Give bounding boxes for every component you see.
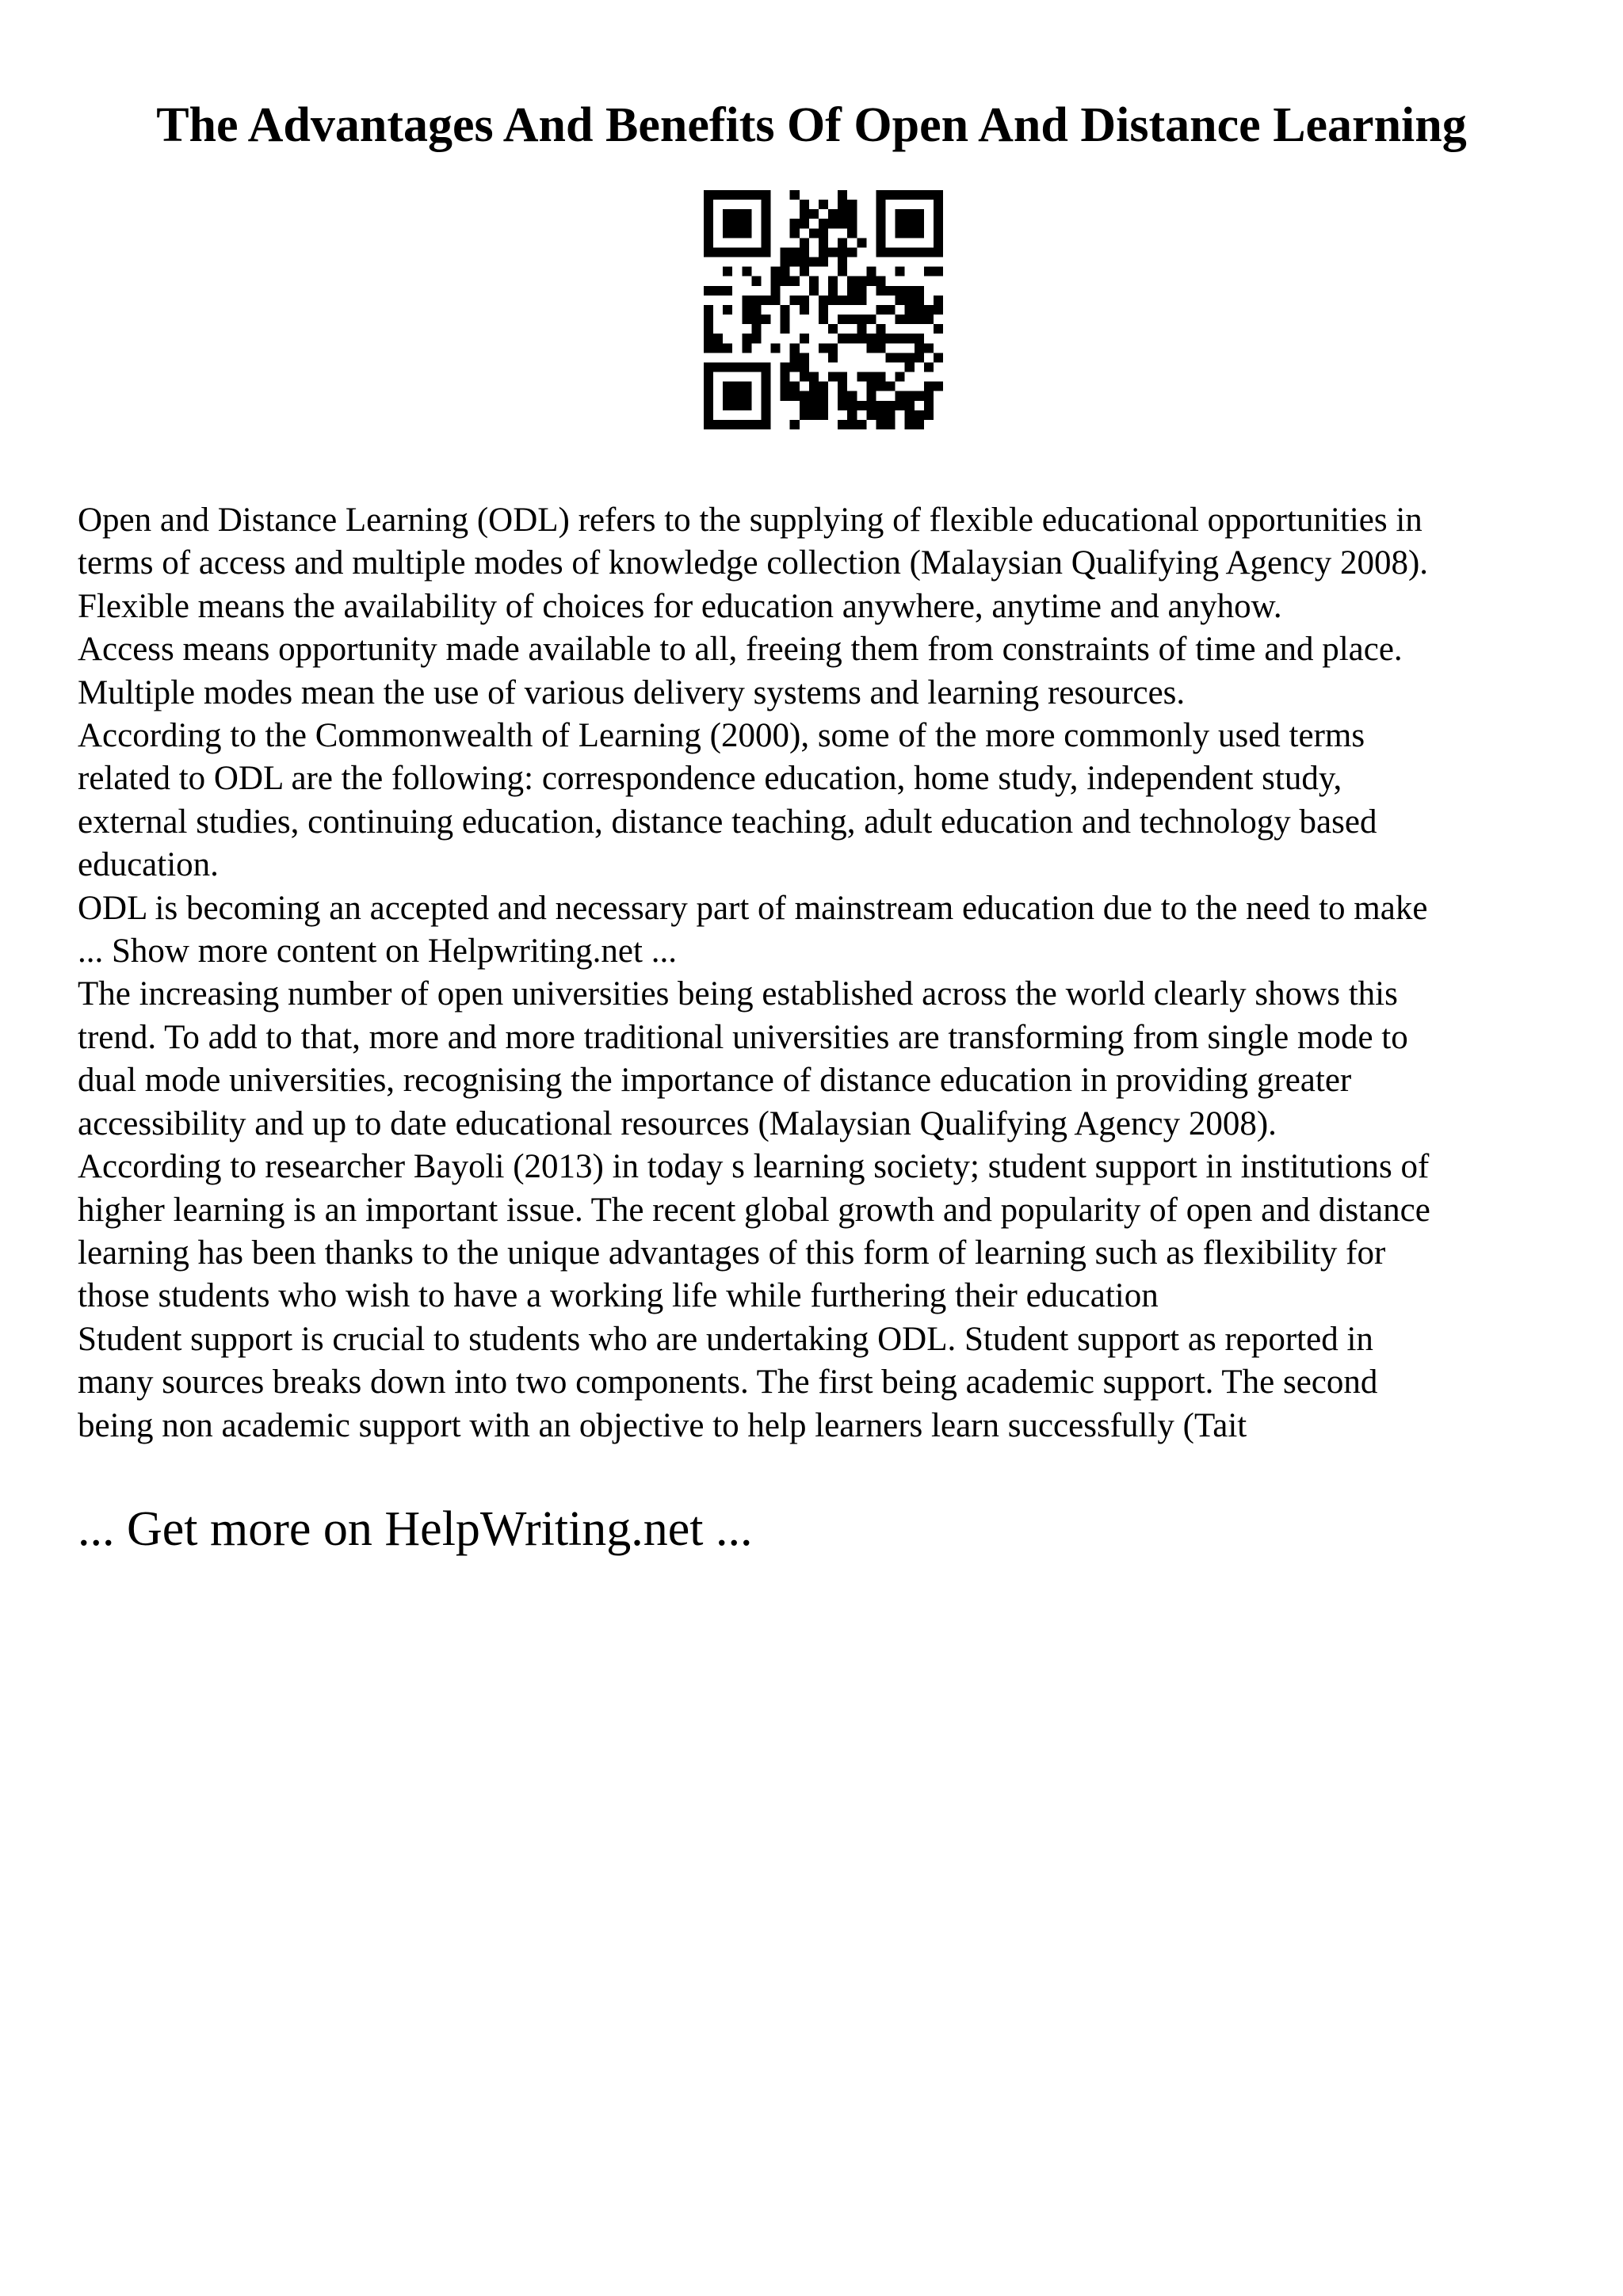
body-line: Multiple modes mean the use of various delivery systems and learning resources.: [78, 673, 1186, 711]
body-line: dual mode universities, recognising the importance of distance education in providing greater: [78, 1062, 1352, 1100]
body-line: terms of access and multiple modes of knowledge collection (Malaysian Qualifying Agency 2008).: [78, 544, 1429, 582]
body-line: related to ODL are the following: correspondence education, home study, independent study,: [78, 760, 1342, 798]
qr-code-image: [704, 190, 943, 429]
body-line: ODL is becoming an accepted and necessary part of mainstream education due to the need to make: [78, 889, 1428, 927]
body-line: The increasing number of open universities being established across the world clearly shows this: [78, 975, 1398, 1013]
body-line: external studies, continuing education, distance teaching, adult education and technology based: [78, 803, 1377, 841]
body-line: accessibility and up to date educational resources (Malaysian Qualifying Agency 2008).: [78, 1104, 1277, 1142]
qr-code: [704, 190, 943, 429]
body-line: education.: [78, 846, 219, 884]
show-more-link[interactable]: ... Show more content on Helpwriting.net ...: [78, 933, 677, 971]
body-line: According to researcher Bayoli (2013) in today s learning society; student support in institutions of: [78, 1148, 1430, 1186]
body-line: learning has been thanks to the unique advantages of this form of learning such as flexibility for: [78, 1234, 1386, 1272]
body-line: Access means opportunity made available to all, freeing them from constraints of time and place.: [78, 631, 1403, 669]
body-line: Flexible means the availability of choices for education anywhere, anytime and anyhow.: [78, 587, 1282, 625]
body-line: many sources breaks down into two components. The first being academic support. The second: [78, 1363, 1378, 1402]
document-body: [78, 499, 1568, 1447]
body-line: According to the Commonwealth of Learning (2000), some of the more commonly used terms: [78, 717, 1365, 755]
body-line: being non academic support with an objective to help learners learn successfully (Tait: [78, 1406, 1247, 1444]
body-line: Student support is crucial to students who are undertaking ODL. Student support as reported in: [78, 1320, 1373, 1358]
get-more-link[interactable]: ... Get more on HelpWriting.net ...: [78, 1502, 753, 1556]
body-line: those students who wish to have a working life while furthering their education: [78, 1277, 1159, 1315]
document-title: The Advantages And Benefits Of Open And Distance Learning: [156, 98, 1467, 152]
body-line: higher learning is an important issue. The recent global growth and popularity of open and distance: [78, 1191, 1430, 1229]
body-line: Open and Distance Learning (ODL) refers to the supplying of flexible educational opportunities in: [78, 502, 1423, 539]
body-line: trend. To add to that, more and more traditional universities are transforming from single mode to: [78, 1018, 1408, 1056]
